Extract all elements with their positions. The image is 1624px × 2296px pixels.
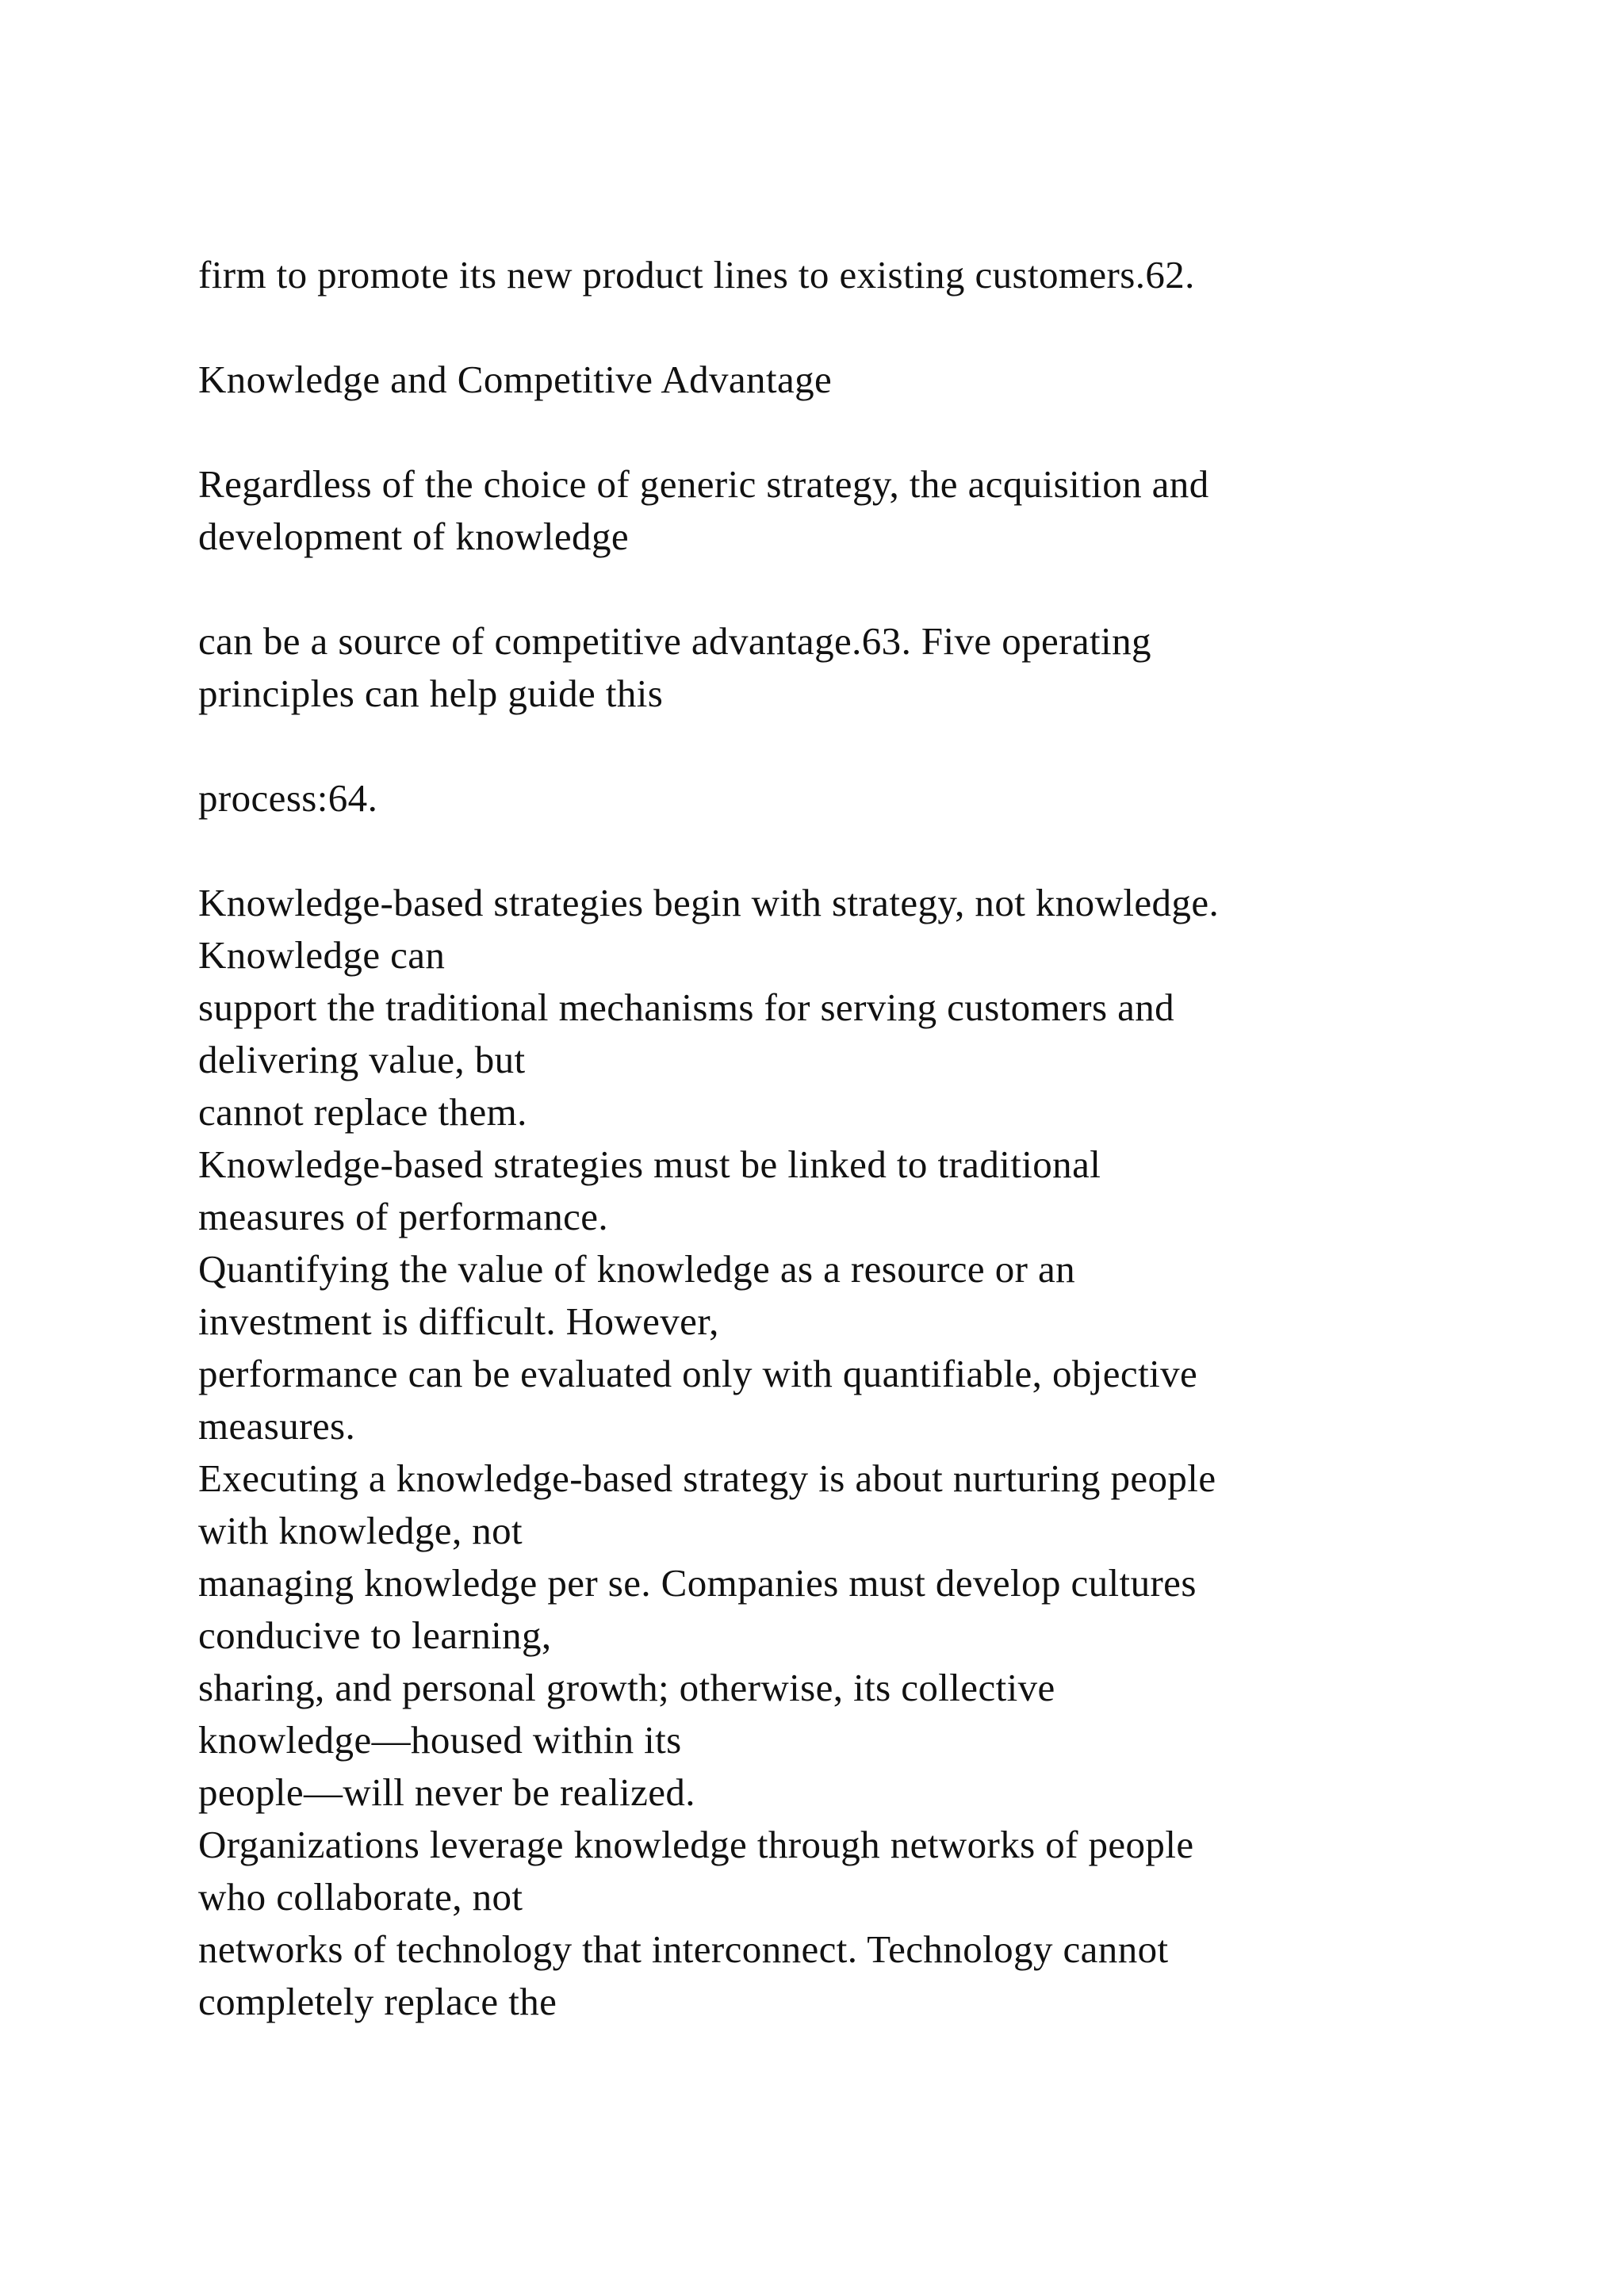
text-line: sharing, and personal growth; otherwise, its collective [198, 1666, 1055, 1709]
text-line: conducive to learning, [198, 1613, 552, 1657]
text-line: with knowledge, not [198, 1509, 523, 1552]
text-line: support the traditional mechanisms for serving customers and [198, 985, 1175, 1029]
text-line: people—will never be realized. [198, 1770, 695, 1814]
text-line: firm to promote its new product lines to existing customers.62. [198, 253, 1195, 297]
text-line: cannot replace them. [198, 1090, 527, 1134]
text-line: completely replace the [198, 1980, 557, 2023]
text-line: Regardless of the choice of generic strategy, the acquisition and [198, 462, 1209, 506]
text-line: performance can be evaluated only with quantifiable, objective [198, 1352, 1198, 1395]
text-line: managing knowledge per se. Companies must develop cultures [198, 1561, 1197, 1605]
text-line: development of knowledge [198, 515, 630, 558]
text-line: principles can help guide this [198, 672, 664, 715]
text-line: Organizations leverage knowledge through networks of people [198, 1823, 1194, 1866]
text-line: Executing a knowledge-based strategy is about nurturing people [198, 1456, 1216, 1500]
text-line: delivering value, but [198, 1038, 526, 1081]
text-line: Quantifying the value of knowledge as a resource or an [198, 1247, 1076, 1291]
text-line: who collaborate, not [198, 1875, 523, 1919]
text-line: measures of performance. [198, 1195, 609, 1238]
text-line: Knowledge-based strategies must be linked to traditional [198, 1142, 1101, 1186]
text-line: Knowledge-based strategies begin with strategy, not knowledge. [198, 881, 1220, 924]
text-line: can be a source of competitive advantage.63. Five operating [198, 619, 1151, 663]
text-line: Knowledge can [198, 933, 446, 977]
text-line: process:64. [198, 776, 378, 820]
section-heading: Knowledge and Competitive Advantage [198, 358, 833, 401]
text-line: investment is difficult. However, [198, 1299, 719, 1343]
text-line: knowledge—housed within its [198, 1718, 682, 1762]
text-line: networks of technology that interconnect. Technology cannot [198, 1927, 1169, 1971]
text-line: measures. [198, 1404, 356, 1448]
